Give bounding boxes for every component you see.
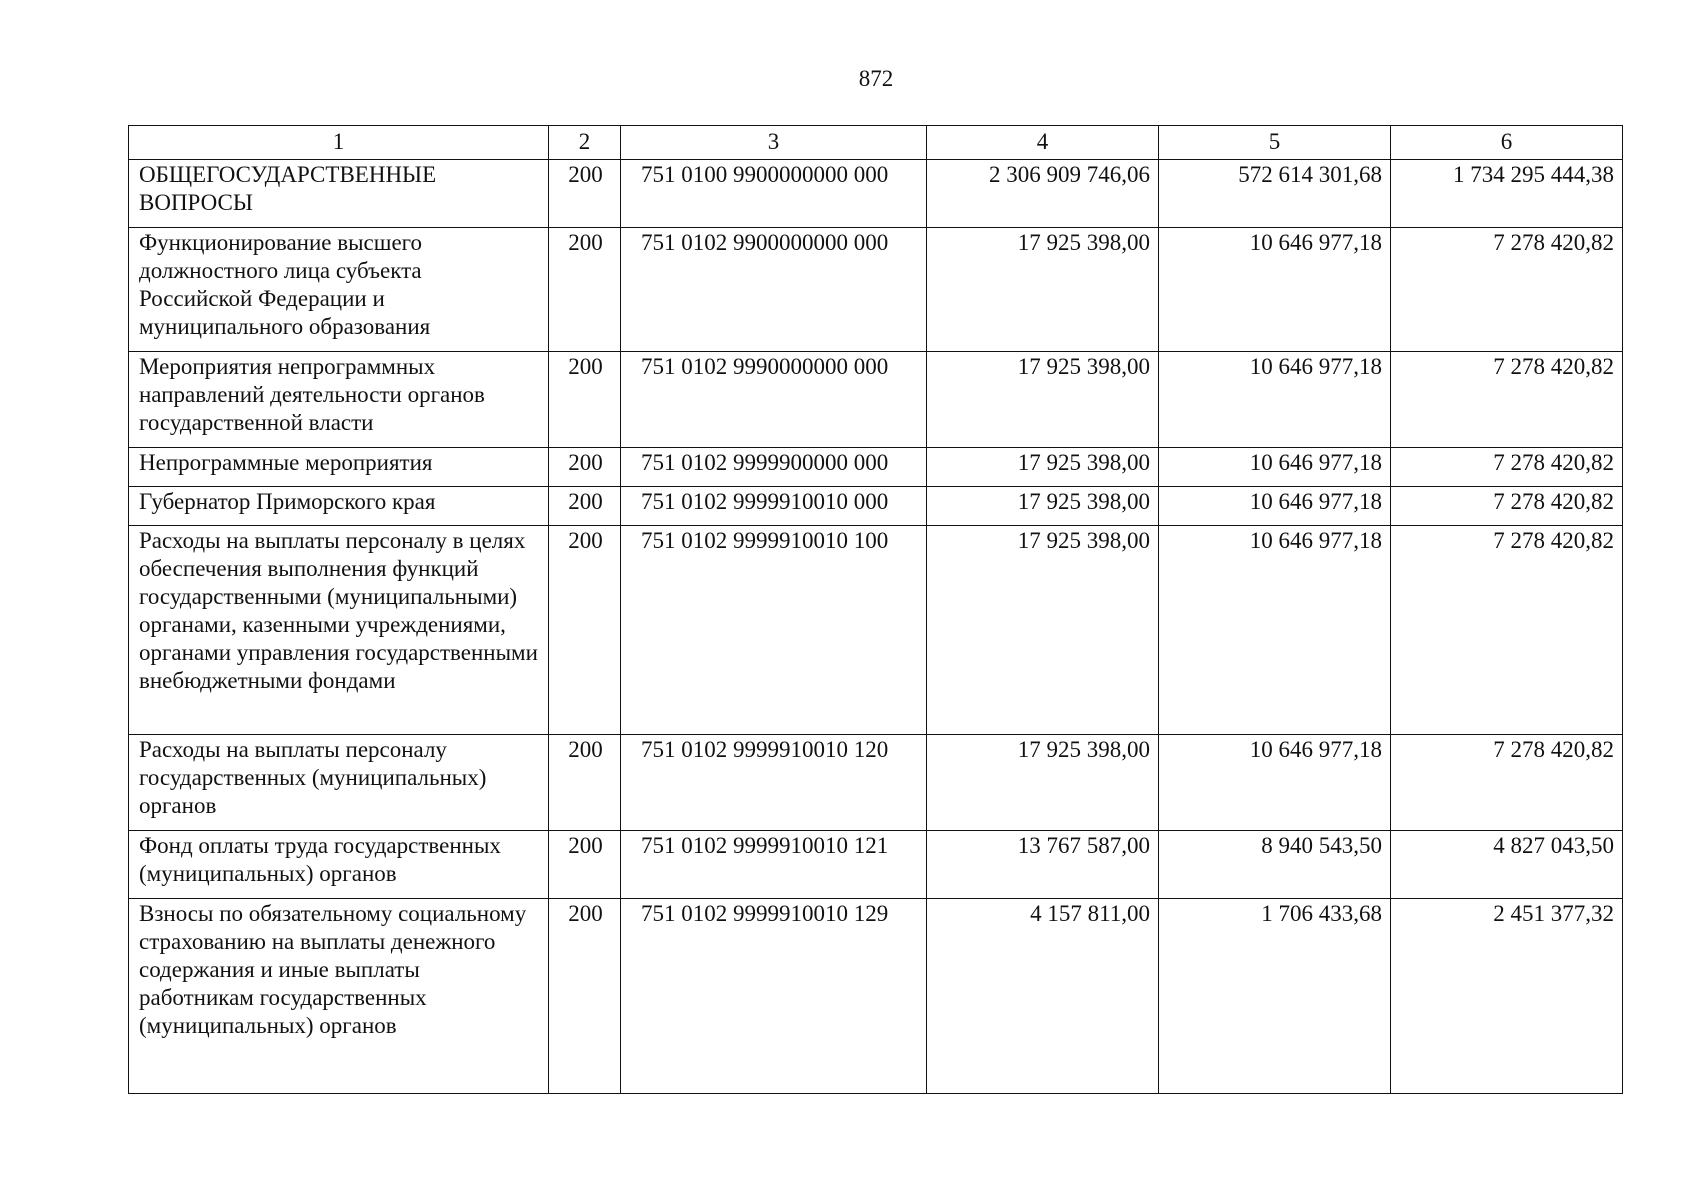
row-code: 200 bbox=[549, 735, 621, 831]
row-col5: 572 614 301,68 bbox=[1159, 160, 1391, 228]
row-kbk: 751 0102 9999910010 100 bbox=[621, 526, 927, 735]
row-code: 200 bbox=[549, 526, 621, 735]
table-row bbox=[129, 735, 1623, 831]
row-col6: 7 278 420,82 bbox=[1391, 526, 1623, 735]
row-name: Расходы на выплаты персоналу в целях обеспечения выполнения функций государственными (муниципальными) органами, казенными учреждениями, органами управления государственными внебюджетными фондами bbox=[129, 526, 549, 735]
table-row bbox=[129, 352, 1623, 448]
row-col5: 10 646 977,18 bbox=[1159, 352, 1391, 448]
row-col4: 17 925 398,00 bbox=[927, 735, 1159, 831]
row-name: Мероприятия непрограммных направлений деятельности органов государственной власти bbox=[129, 352, 549, 448]
row-col6: 2 451 377,32 bbox=[1391, 899, 1623, 1094]
page-number: 872 bbox=[858, 66, 894, 91]
row-col4: 17 925 398,00 bbox=[927, 228, 1159, 352]
row-code: 200 bbox=[549, 352, 621, 448]
row-kbk: 751 0102 9999910010 000 bbox=[621, 487, 927, 526]
row-name: ОБЩЕГОСУДАРСТВЕННЫЕ ВОПРОСЫ bbox=[129, 160, 549, 228]
row-col4: 17 925 398,00 bbox=[927, 526, 1159, 735]
row-col5: 10 646 977,18 bbox=[1159, 228, 1391, 352]
row-col6: 1 734 295 444,38 bbox=[1391, 160, 1623, 228]
row-code: 200 bbox=[549, 228, 621, 352]
header-col-2: 2 bbox=[549, 126, 621, 160]
row-col6: 7 278 420,82 bbox=[1391, 735, 1623, 831]
row-col6: 4 827 043,50 bbox=[1391, 831, 1623, 899]
table-row bbox=[129, 160, 1623, 228]
table-row bbox=[129, 831, 1623, 899]
row-name: Губернатор Приморского края bbox=[129, 487, 549, 526]
row-col4: 17 925 398,00 bbox=[927, 352, 1159, 448]
row-col4: 2 306 909 746,06 bbox=[927, 160, 1159, 228]
row-col6: 7 278 420,82 bbox=[1391, 487, 1623, 526]
row-col6: 7 278 420,82 bbox=[1391, 448, 1623, 487]
row-col4: 17 925 398,00 bbox=[927, 448, 1159, 487]
header-col-6: 6 bbox=[1391, 126, 1623, 160]
row-kbk: 751 0100 9900000000 000 bbox=[621, 160, 927, 228]
header-col-5: 5 bbox=[1159, 126, 1391, 160]
row-kbk: 751 0102 9999910010 129 bbox=[621, 899, 927, 1094]
header-col-3: 3 bbox=[621, 126, 927, 160]
row-col5: 8 940 543,50 bbox=[1159, 831, 1391, 899]
row-col5: 10 646 977,18 bbox=[1159, 526, 1391, 735]
row-kbk: 751 0102 9999910010 121 bbox=[621, 831, 927, 899]
row-col4: 17 925 398,00 bbox=[927, 487, 1159, 526]
row-col5: 10 646 977,18 bbox=[1159, 735, 1391, 831]
row-code: 200 bbox=[549, 831, 621, 899]
row-kbk: 751 0102 9990000000 000 bbox=[621, 352, 927, 448]
row-col6: 7 278 420,82 bbox=[1391, 352, 1623, 448]
row-code: 200 bbox=[549, 160, 621, 228]
row-name: Фонд оплаты труда государственных (муниципальных) органов bbox=[129, 831, 549, 899]
row-col6: 7 278 420,82 bbox=[1391, 228, 1623, 352]
row-col5: 10 646 977,18 bbox=[1159, 487, 1391, 526]
table-header-row bbox=[129, 126, 1623, 160]
row-name: Расходы на выплаты персоналу государственных (муниципальных) органов bbox=[129, 735, 549, 831]
row-col4: 13 767 587,00 bbox=[927, 831, 1159, 899]
row-kbk: 751 0102 9999900000 000 bbox=[621, 448, 927, 487]
header-col-4: 4 bbox=[927, 126, 1159, 160]
row-col4: 4 157 811,00 bbox=[927, 899, 1159, 1094]
table-row bbox=[129, 487, 1623, 526]
row-col5: 10 646 977,18 bbox=[1159, 448, 1391, 487]
row-col5: 1 706 433,68 bbox=[1159, 899, 1391, 1094]
row-name: Непрограммные мероприятия bbox=[129, 448, 549, 487]
row-kbk: 751 0102 9999910010 120 bbox=[621, 735, 927, 831]
row-code: 200 bbox=[549, 487, 621, 526]
header-col-1: 1 bbox=[129, 126, 549, 160]
budget-table bbox=[128, 125, 1623, 1094]
table-row bbox=[129, 899, 1623, 1094]
row-kbk: 751 0102 9900000000 000 bbox=[621, 228, 927, 352]
table-row bbox=[129, 448, 1623, 487]
row-code: 200 bbox=[549, 448, 621, 487]
row-name: Функционирование высшего должностного лица субъекта Российской Федерации и муниципального образования bbox=[129, 228, 549, 352]
row-name: Взносы по обязательному социальному страхованию на выплаты денежного содержания и иные выплаты работникам государственных (муниципальных) органов bbox=[129, 899, 549, 1094]
row-code: 200 bbox=[549, 899, 621, 1094]
table-row bbox=[129, 228, 1623, 352]
table-row bbox=[129, 526, 1623, 735]
